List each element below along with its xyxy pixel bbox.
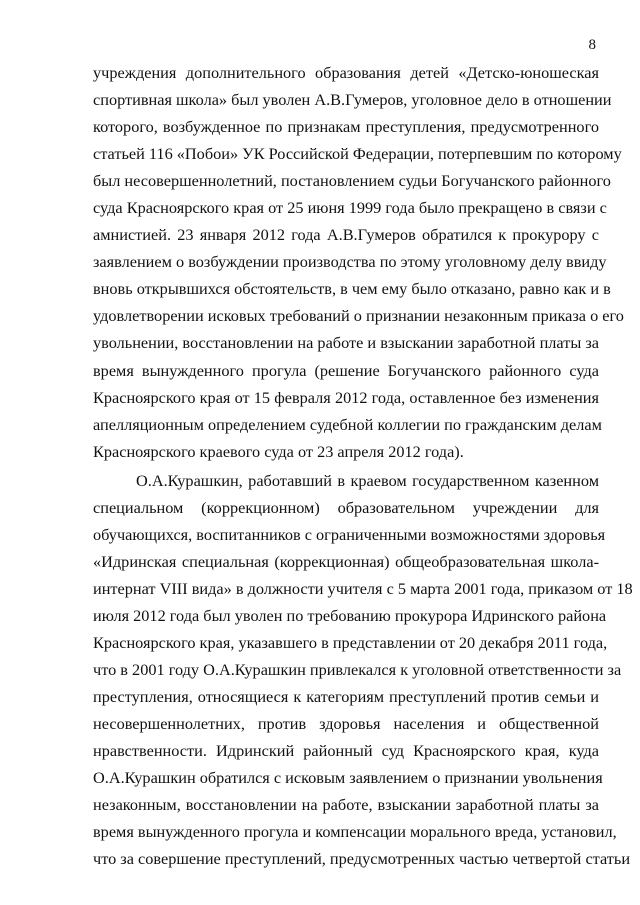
text-line: вновь открывшихся обстоятельств, в чем ему было отказано, равно как и в xyxy=(93,279,611,299)
text-line: амнистией. 23 января 2012 года А.В.Гумеров обратился к прокурору с xyxy=(93,225,599,245)
paragraph-2 xyxy=(93,467,633,873)
text-line: июля 2012 года был уволен по требованию прокурора Идринского района xyxy=(93,605,607,625)
text-line: учреждения дополнительного образования детей «Детско-юношеская xyxy=(93,63,599,82)
text-line: увольнении, восстановлении на работе и взыскании заработной платы за xyxy=(93,333,599,353)
text-line: специальном (коррекционном) образовательном учреждении для xyxy=(93,497,599,517)
text-line: время вынужденного прогула (решение Богучанского районного суда xyxy=(93,360,599,380)
text-line: Красноярского края от 15 февраля 2012 года, оставленное без изменения xyxy=(93,387,599,407)
text-line: «Идринская специальная (коррекционная) общеобразовательная школа- xyxy=(93,551,599,571)
text-line: которого, возбужденное по признакам преступления, предусмотренного xyxy=(93,117,599,137)
text-line: апелляционным определением судебной коллегии по гражданским делам xyxy=(93,414,602,434)
text-line: О.А.Курашкин обратился с исковым заявлением о признании увольнения xyxy=(93,768,603,788)
text-line: удовлетворении исковых требований о признании незаконным приказа о его xyxy=(93,306,624,326)
text-line: время вынужденного прогула и компенсации морального вреда, установил, xyxy=(93,822,617,842)
text-line: спортивная школа» был уволен А.В.Гумеров, уголовное дело в отношении xyxy=(93,90,612,110)
text-line: нравственности. Идринский районный суд Красноярского края, куда xyxy=(93,741,599,761)
text-line: заявлением о возбуждении производства по этому уголовному делу ввиду xyxy=(93,252,607,272)
text-line: что в 2001 году О.А.Курашкин привлекался к уголовной ответственности за xyxy=(93,660,622,680)
text-line: О.А.Курашкин, работавший в краевом государственном казенном xyxy=(136,470,599,490)
text-line: Красноярского краевого суда от 23 апреля 2012 года). xyxy=(93,441,464,461)
paragraph-1 xyxy=(93,59,624,465)
text-line: Красноярского края, указавшего в представлении от 20 декабря 2011 года, xyxy=(93,632,608,652)
text-line: обучающихся, воспитанников с ограниченными возможностями здоровья xyxy=(93,524,606,544)
text-line: интернат VIII вида» в должности учителя с 5 марта 2001 года, приказом от 18 xyxy=(93,578,633,598)
text-line: несовершеннолетних, против здоровья населения и общественной xyxy=(93,714,599,734)
document-body xyxy=(93,59,633,872)
text-line: что за совершение преступлений, предусмотренных частью четвертой статьи xyxy=(93,849,631,869)
text-line: был несовершеннолетний, постановлением судьи Богучанского районного xyxy=(93,171,611,191)
text-line: суда Красноярского края от 25 июня 1999 года было прекращено в связи с xyxy=(93,198,607,218)
text-line: незаконным, восстановлении на работе, взыскании заработной платы за xyxy=(93,795,599,815)
page-number: 8 xyxy=(588,37,596,53)
text-line: преступления, относящиеся к категориям преступлений против семьи и xyxy=(93,687,599,707)
text-line: статьей 116 «Побои» УК Российской Федерации, потерпевшим по которому xyxy=(93,144,622,164)
